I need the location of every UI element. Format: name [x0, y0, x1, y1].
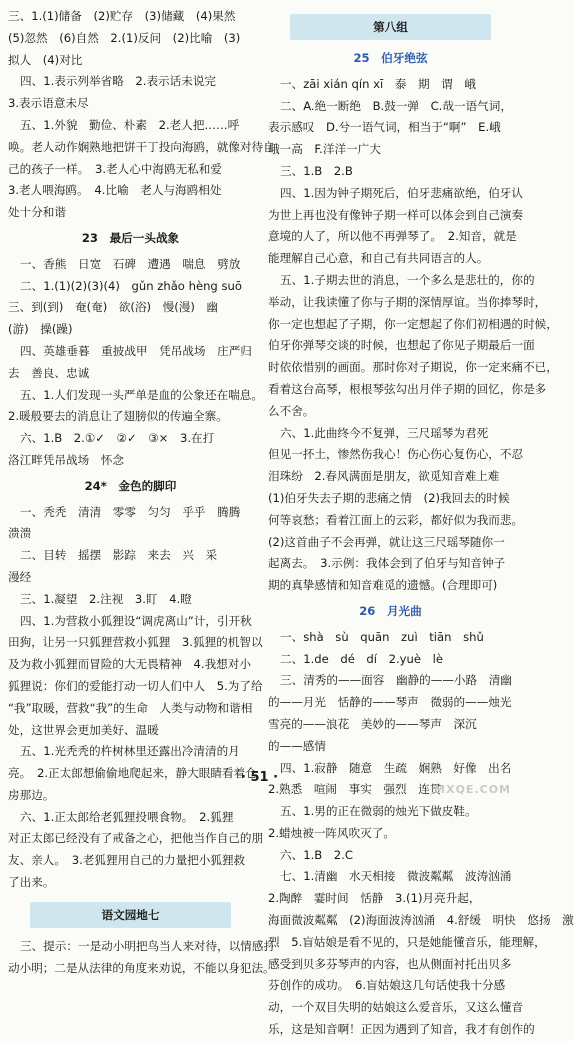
answer-line: 2.陶醉 霎时间 恬静 3.(1)月亮升起，	[268, 891, 481, 906]
answer-line: (1)伯牙失去子期的悲痛之情 (2)我回去的时候	[268, 490, 510, 505]
answer-line: 己的孩子一样。 3.老人心中海鸥无私和爱	[8, 161, 222, 176]
answer-line: 海面微波粼粼 (2)海面波涛汹涌 4.舒缓 明快 悠扬 激	[268, 913, 574, 928]
section-title: 25 伯牙绝弦	[353, 51, 428, 65]
answer-line: “我”取暖，营救“我”的生命 人类与动物和谐相	[8, 700, 253, 715]
answer-line: 芬创作的成功。 6.盲姑娘这几句话使我十分感	[268, 978, 506, 993]
answer-line: 但见一抔土，惨然伤我心！伤心伤心复伤心，不忍	[268, 447, 524, 462]
answer-line: 四、1.寂静 随意 生疏 娴熟 好像 出名	[280, 760, 512, 775]
answer-line: 唤。老人动作娴熟地把饼干丁投向海鸥，就像对待自	[8, 139, 275, 154]
section-title: 23 最后一头战象	[81, 230, 180, 245]
answer-line: 期的真挚感情和知音难觅的遗憾。(合理即可)	[268, 578, 498, 593]
answer-line: 感受到贝多芬琴声的内容，也从侧面衬托出贝多	[268, 956, 512, 971]
answer-line: 意境的人了，所以他不再弹琴了。 2.知音，就是	[268, 229, 517, 244]
answer-line: 为世上再也没有像钟子期一样可以体会到自己演奏	[268, 207, 524, 222]
answer-line: (2)这首曲子不会再弹，就让这三尺瑶琴随你一	[268, 534, 505, 549]
answer-line: 四、1.为营救小狐狸设“调虎离山”计，引开秋	[20, 613, 252, 628]
answer-line: 3.老人喂海鸥。 4.比喻 老人与海鸥相处	[8, 183, 222, 198]
answer-line: 时依依惜别的画面。那时你对子期说，你一定来痛不已，	[268, 360, 558, 375]
answer-line: 三、1.B 2.B	[280, 163, 353, 178]
answer-line: 何等哀愁；看着江面上的云彩，都好似为我而悲。	[268, 512, 524, 527]
answer-line: 起离去。 3.示例：我体会到了伯牙与知音钟子	[268, 556, 506, 571]
answer-line: 友、亲人。 3.老狐狸用自己的力量把小狐狸救	[8, 853, 246, 868]
section-banner: 第八组	[290, 14, 491, 40]
answer-line: 表示感叹 D.兮一语气词，相当于“啊” E.峨	[268, 120, 501, 135]
answer-line: 房那边。	[8, 787, 55, 802]
answer-line: 漫经	[8, 569, 32, 584]
answer-line: 一、shà sù quān zuì tiān shǔ	[280, 629, 484, 644]
answer-line: 的——感情	[268, 738, 326, 753]
answer-line: 了出来。	[8, 875, 55, 890]
answer-line: 一、秃秃 清清 零零 匀匀 乎乎 腾腾	[20, 504, 241, 519]
answer-line: 狐狸说：你们的爱能打动一切人们中人 5.为了给	[8, 678, 263, 693]
answer-line: 处，这世界会更加美好、温暖	[8, 722, 159, 737]
answer-line: 看着这台高琴，根根琴弦勾出月伴子期的回忆，你是多	[268, 381, 547, 396]
answer-line: 六、1.此曲终今不复弹，三尺瑶琴为君死	[280, 425, 489, 440]
answer-line: 伯牙你弹琴交谈的时候，也想起了你见子期最后一面	[268, 338, 535, 353]
answer-line: 能理解自己心意，和自己有共同语言的人。	[268, 251, 489, 266]
answer-line: 六、1.B 2.①✓ ②✓ ③× 3.在打	[20, 431, 215, 446]
answer-line: 五、1.外貌 勤俭、朴素 2.老人把……呼	[20, 117, 240, 132]
answer-line: 五、1.男的正在微弱的烛光下做皮鞋。	[280, 804, 477, 819]
answer-line: 对正太郎已经没有了戒备之心，把他当作自己的朋	[8, 831, 264, 846]
answer-line: 溃溃	[8, 526, 32, 541]
answer-line: 三、清秀的——面容 幽静的——小路 清幽	[280, 673, 512, 688]
answer-line: 五、1.人们发现一头严单是血的公象还在喘息。	[20, 387, 263, 402]
answer-line: 二、A.绝一断绝 B.鼓一弹 C.哉一语气词，	[280, 98, 512, 113]
answer-line: 五、1.光秃秃的杵树林里还露出冷清清的月	[20, 744, 240, 759]
answer-line: 2.蜡烛被一阵风吹灭了。	[268, 825, 395, 840]
answer-line: 三、到(到) 奄(奄) 欲(浴) 慢(漫) 幽	[8, 300, 219, 315]
answer-line: 拟人 (4)对比	[8, 52, 83, 67]
answer-line: 及为救小狐狸而冒险的大无畏精神 4.我想对小	[8, 657, 251, 672]
answer-line: 四、1.因为钟子期死后，伯牙悲痛欲绝，伯牙认	[280, 185, 523, 200]
answer-line: 的——月光 恬静的——琴声 微弱的——烛光	[268, 695, 512, 710]
answer-line: 五、1.子期去世的消息，一个多么是悲壮的，你的	[280, 272, 535, 287]
answer-line: 田狗，让另一只狐狸营救小狐狸 3.狐狸的机智以	[8, 635, 263, 650]
answer-line: 么不舍。	[268, 403, 315, 418]
answer-line: 烈 5.盲姑娘是看不见的，只是她能懂音乐，能理解，	[268, 934, 546, 949]
answer-line: 举动，让我读懂了你与子期的深情厚谊。当你捧琴时，	[268, 294, 547, 309]
answer-line: 二、目转 摇摆 影踪 来去 兴 采	[20, 548, 218, 563]
page-number: · 51 ·	[240, 770, 279, 785]
answer-line: 动，一个双目失明的姑娘这么爱音乐，又这么懂音	[268, 1000, 524, 1015]
answer-line: 四、1.表示列举省略 2.表示话未说完	[20, 74, 217, 89]
answer-line: 洛江畔凭吊战场 怀念	[8, 452, 124, 467]
answer-line: 峨一高 F.洋洋一广大	[268, 142, 381, 157]
answer-line: 六、1.正太郎给老狐狸投喂食物。 2.狐狸	[20, 809, 234, 824]
answer-line: 去 善良、忠诚	[8, 365, 90, 380]
answer-line: 泪珠纷 2.春风满面是朋友，欲觅知音难上难	[268, 469, 500, 484]
section-banner: 语文园地七	[30, 902, 231, 928]
answer-line: 动小明；二是从法律的角度来劝说，不能以身犯法。	[8, 960, 275, 975]
answer-line: 三、提示：一是动小明把鸟当人来对待，以情感打	[20, 938, 276, 953]
answer-line: 六、1.B 2.C	[280, 847, 353, 862]
answer-line: (5)忽然 (6)自然 2.(1)反问 (2)比喻 (3)	[8, 30, 241, 45]
answer-line: 二、1.(1)(2)(3)(4) gǔn zhǎo hèng suō	[20, 278, 242, 293]
answer-line: 雪亮的——浪花 美妙的——琴声 深沉	[268, 716, 477, 731]
answer-line: 2.暖般要去的消息让了翅膀似的传遍全寨。	[8, 409, 228, 424]
answer-line: 你一定也想起了子期，你一定想起了你们初相遇的时候，	[268, 316, 558, 331]
answer-line: 四、英雄垂暮 重披战甲 凭吊战场 庄严归	[20, 343, 252, 358]
section-title: 26 月光曲	[359, 603, 422, 618]
answer-line: 三、1.凝望 2.注视 3.盯 4.瞪	[20, 591, 192, 606]
answer-line: 亮。 2.正太郎想偷偷地爬起来，静大眼睛看着仓	[8, 766, 257, 781]
answer-line: 一、香熊 日宽 石碑 遭遇 喘息 劈放	[20, 256, 241, 271]
answer-line: 处十分和谐	[8, 205, 66, 220]
answer-line: (游) 操(躁)	[8, 322, 73, 337]
answer-line: 七、1.清幽 水天相接 微波粼粼 波涛汹涌	[280, 869, 512, 884]
watermark-logo: MXQE.COM	[434, 783, 511, 796]
answer-line: 二、1.de dé dí 2.yuè lè	[280, 651, 443, 666]
answer-line: 2.熟悉 喧闹 事实 强烈 连贯	[268, 782, 442, 797]
answer-line: 一、zāi xián qín xī 泰 期 谓 峨	[280, 76, 476, 91]
section-title: 24* 金色的脚印	[84, 478, 177, 493]
answer-line: 3.表示语意未尽	[8, 96, 89, 111]
right-column	[268, 6, 574, 1041]
answer-line: 乐，这是知音啊！正因为遇到了知音，我才有创作的	[268, 1022, 535, 1037]
answer-line: 三、1.(1)储备 (2)贮存 (3)储藏 (4)果然	[8, 9, 236, 23]
